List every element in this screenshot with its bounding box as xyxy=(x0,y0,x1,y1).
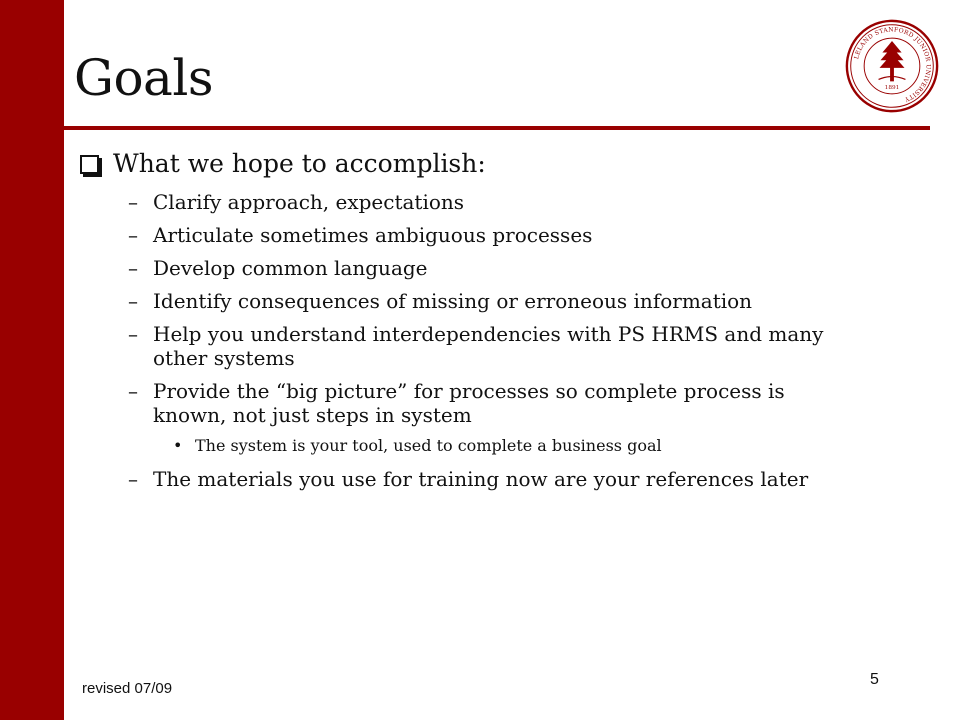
title-divider xyxy=(64,126,930,130)
checkbox-square-icon xyxy=(80,155,99,174)
slide-title: Goals xyxy=(74,49,214,107)
list-item: – Identify consequences of missing or erroneous information xyxy=(128,289,753,313)
svg-text:LELAND STANFORD JUNIOR UNIVERS: LELAND STANFORD JUNIOR UNIVERSITY xyxy=(853,26,932,103)
nested-list-item: • The system is your tool, used to complete a business goal xyxy=(173,436,662,455)
revision-footer: revised 07/09 xyxy=(82,680,173,697)
list-item: – Develop common language xyxy=(128,256,428,280)
main-bullet xyxy=(78,147,486,181)
sub-bullet-list xyxy=(128,190,858,500)
stanford-seal-icon xyxy=(844,18,940,114)
list-item: – Help you understand interdependencies with PS HRMS and many other systems xyxy=(128,322,824,370)
left-accent-bar xyxy=(0,0,64,720)
list-item: – Provide the “big picture” for processes so complete process is known, not just steps in system xyxy=(128,379,785,427)
list-item: – Clarify approach, expectations xyxy=(128,190,465,214)
page-number: 5 xyxy=(870,671,879,688)
list-item: – Articulate sometimes ambiguous processes xyxy=(128,223,593,247)
main-bullet-text: What we hope to accomplish: xyxy=(113,149,486,178)
list-item: – The materials you use for training now are your references later xyxy=(128,467,809,491)
svg-text:1891: 1891 xyxy=(884,85,900,92)
